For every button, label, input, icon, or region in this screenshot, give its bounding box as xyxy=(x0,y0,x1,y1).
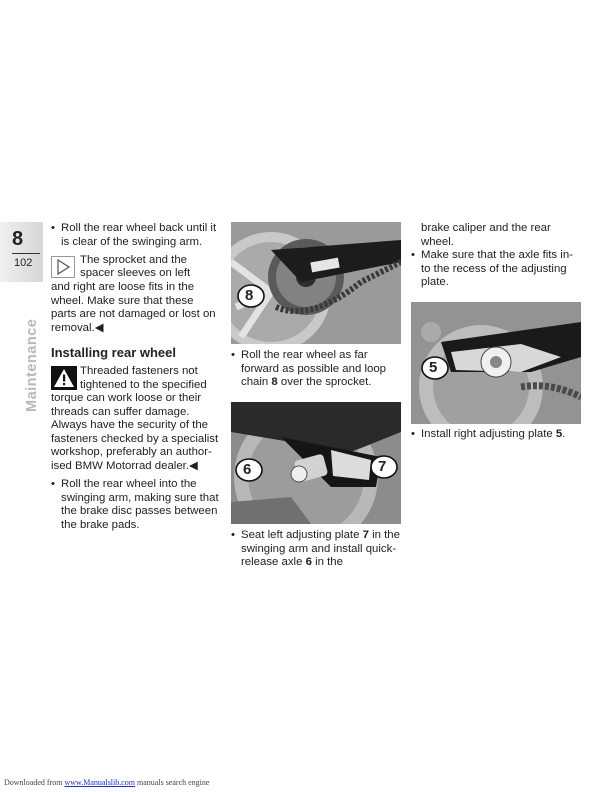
warning-line-1: Threaded fasteners not xyxy=(80,365,198,377)
caption-left-plate: • Seat left adjusting plate 7 in the swinging arm and install quick-release axle 6 in the xyxy=(231,529,400,569)
end-marker: ◀ xyxy=(94,321,104,334)
chapter-number: 8 xyxy=(12,228,24,250)
caption-axle-ref: 6 xyxy=(305,556,312,569)
continued-text: brake caliper and the rear wheel. xyxy=(421,222,551,248)
bullet-roll-back-text: Roll the rear wheel back until it is clear of the swinging arm. xyxy=(61,222,217,248)
bullet-axle-recess: • Make sure that the axle fits in- to the recess of the adjusting plate. xyxy=(411,249,581,290)
warning-line-4: threads can suffer damage. xyxy=(51,405,190,418)
page-number: 102 xyxy=(14,257,33,269)
bullet-roll-back: • Roll the rear wheel back until it is clear of the swinging arm. xyxy=(51,222,221,249)
caption-plate-ref: 7 xyxy=(362,529,369,541)
caption-chain-ref: 8 xyxy=(271,376,278,389)
bullet-axle-recess-text: Make sure that the axle fits in- to the recess of the adjusting plate. xyxy=(421,249,573,289)
warning-end-marker: ◀ xyxy=(189,459,198,472)
note-body xyxy=(51,281,221,335)
warning-line-3: torque can work loose or their xyxy=(51,392,202,404)
callout-6-label: 6 xyxy=(243,461,252,478)
note-rest: and right are loose fits in the wheel. Make sure that these parts are not damaged or lost on removal. xyxy=(51,281,216,334)
caption-chain: • Roll the rear wheel as far forward as possible and loop chain 8 over the sprocket. xyxy=(231,349,387,389)
note-icon xyxy=(51,256,75,278)
callout-8-label: 8 xyxy=(245,287,254,304)
bullet-roll-in-text: Roll the rear wheel into the swinging arm, making sure that the brake disc passes between the brake pads. xyxy=(61,478,219,531)
caption-right-plate-ref: 5 xyxy=(555,428,563,440)
section-side-title: Maintenance xyxy=(24,318,40,412)
caption-right-plate: • Install right adjusting plate 5. xyxy=(411,428,566,440)
section-heading: Installing rear wheel xyxy=(51,345,176,360)
note-line-2: spacer sleeves on left xyxy=(80,267,191,279)
warning-line-8: ised BMW Motorrad dealer.◀ xyxy=(51,459,198,472)
warning-line-6: fasteners checked by a specialist xyxy=(51,432,219,445)
download-footer: Downloaded from www.Manualslib.com manuals search engine xyxy=(4,778,210,787)
chapter-divider xyxy=(12,253,40,254)
warning-line-7: workshop, preferably an author- xyxy=(51,446,212,459)
note-line-1: The sprocket and the xyxy=(80,254,188,266)
callout-5-label: 5 xyxy=(429,359,438,376)
warning-body xyxy=(51,392,226,474)
warning-icon xyxy=(51,366,77,390)
manualslib-link[interactable]: www.Manualslib.com xyxy=(64,778,136,787)
callout-7-label: 7 xyxy=(378,458,387,475)
warning-line-2: tightened to the specified xyxy=(80,379,207,391)
warning-line-5: Always have the security of the xyxy=(51,419,209,432)
bullet-roll-in: • Roll the rear wheel into the swinging arm, making sure that the brake disc passes between the brake pads. xyxy=(51,478,223,532)
